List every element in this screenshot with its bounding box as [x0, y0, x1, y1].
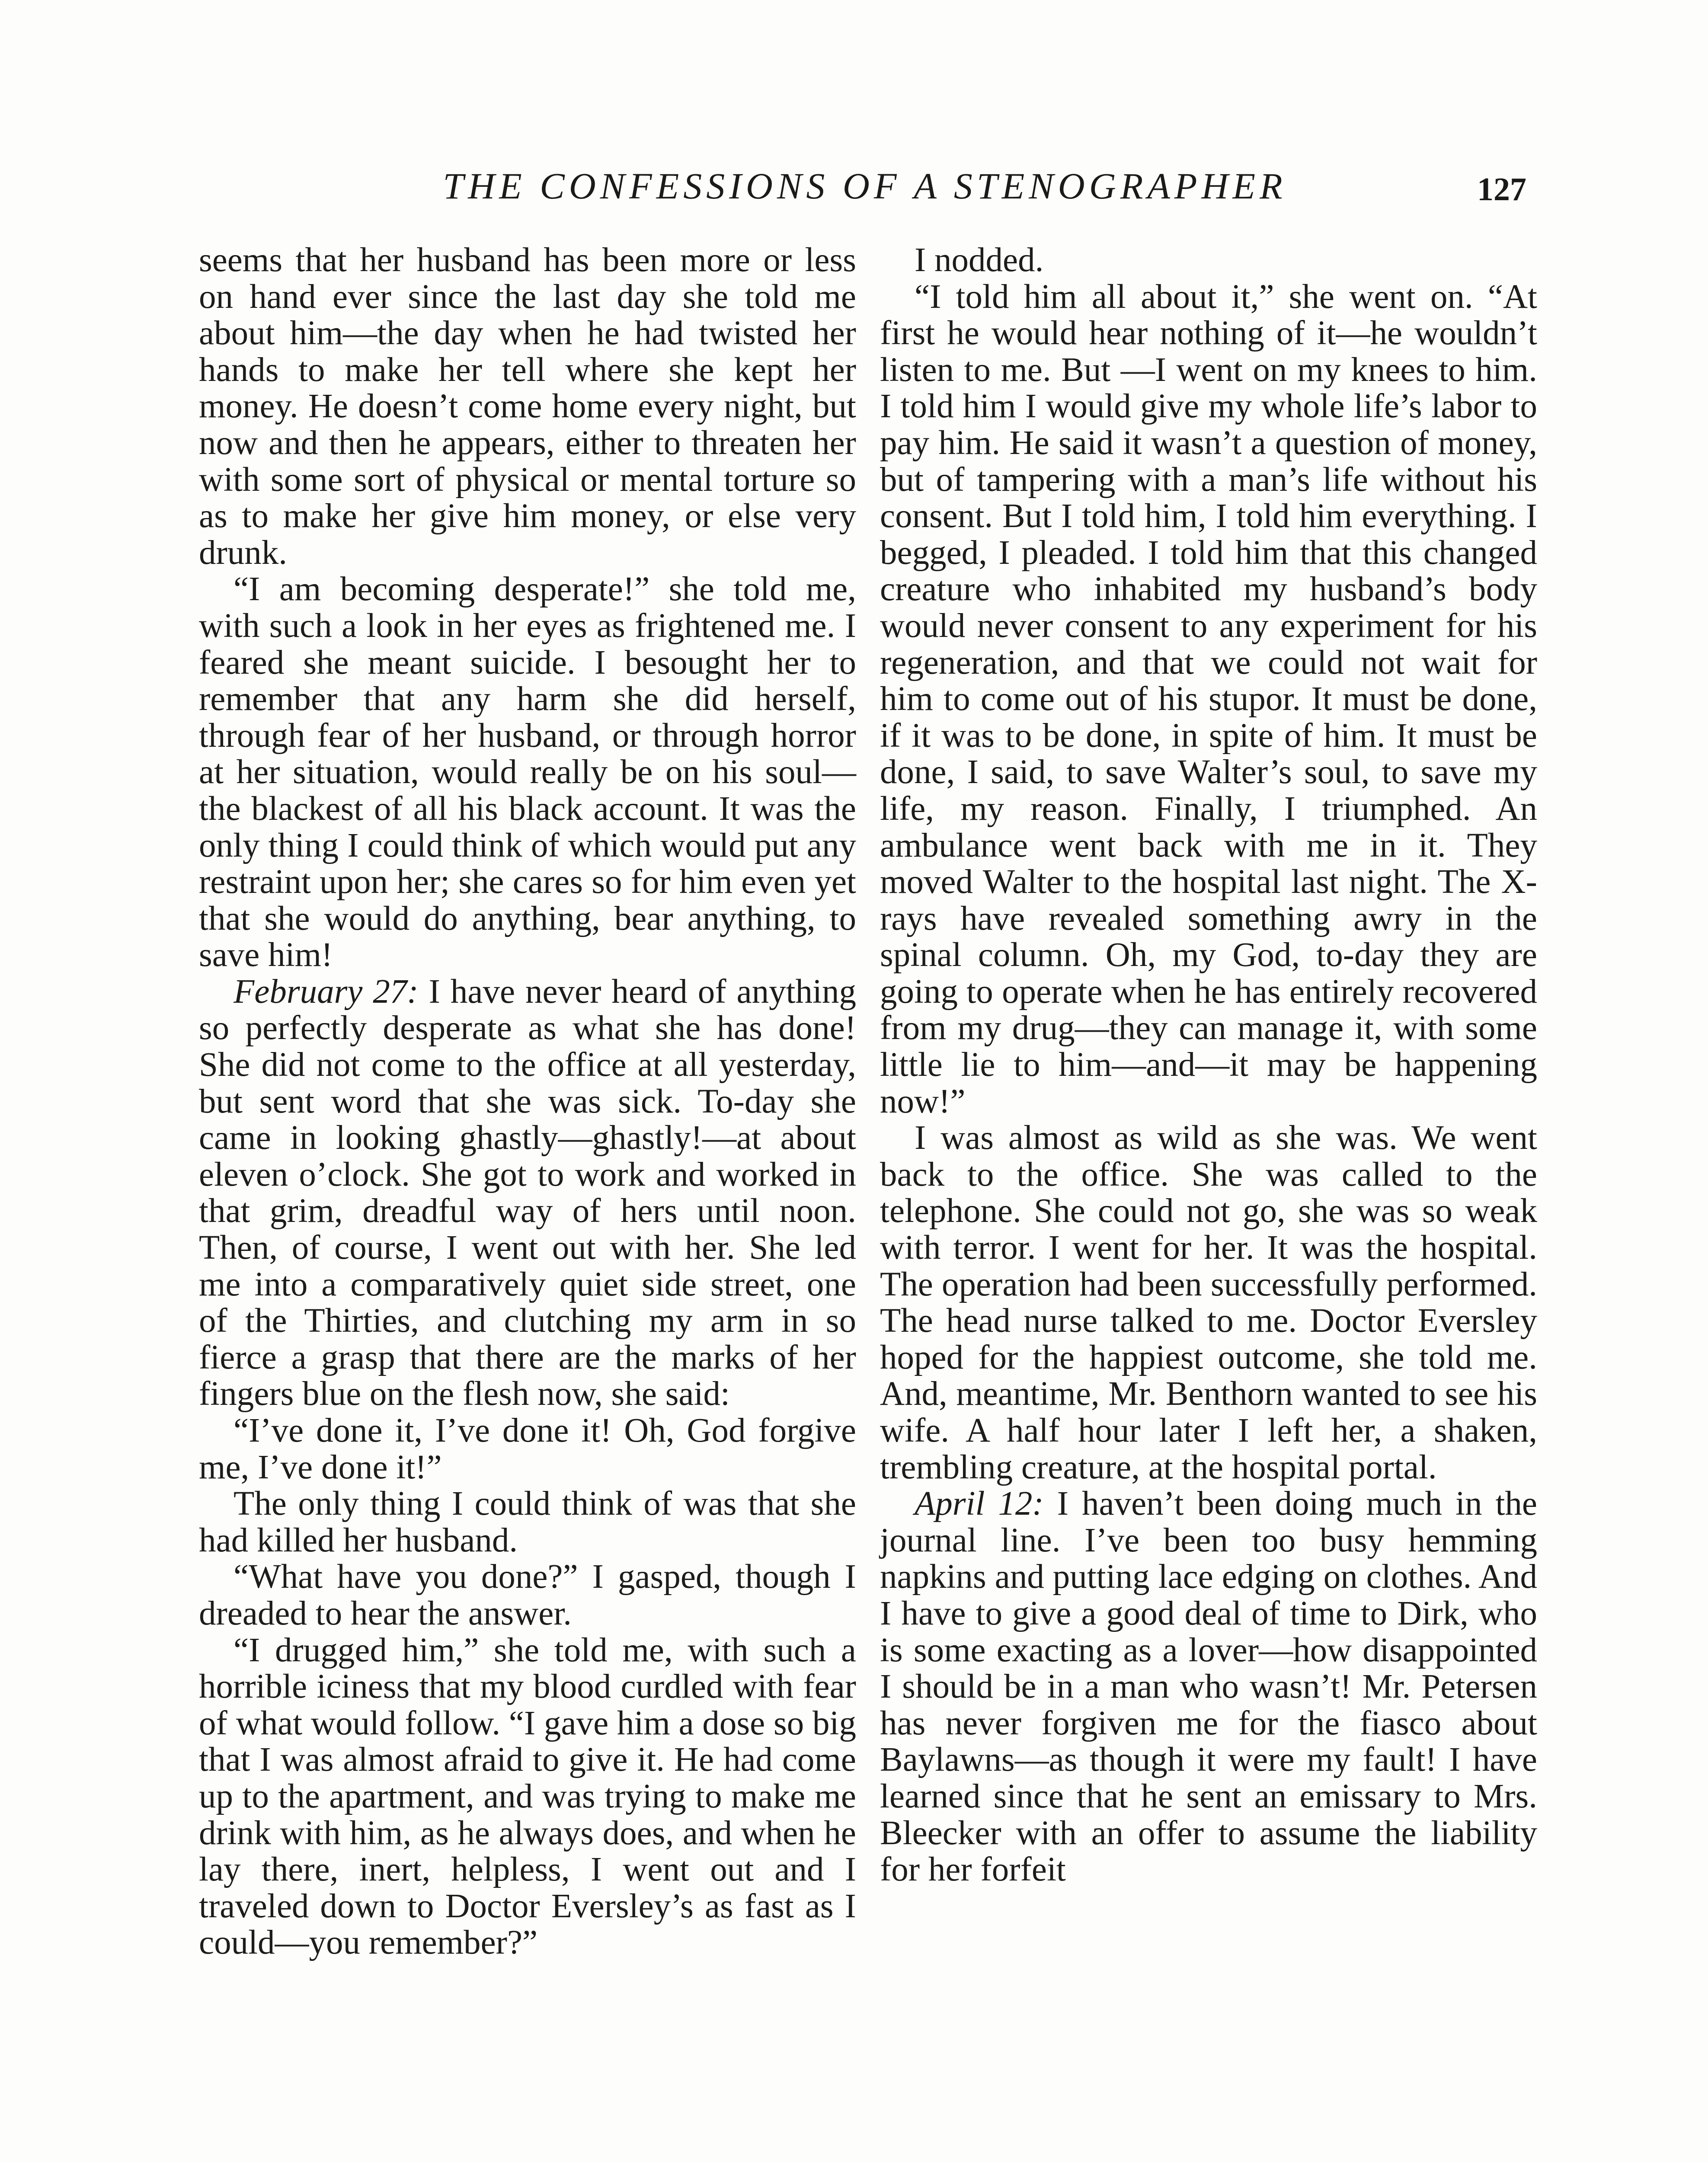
page-number: 127: [1477, 171, 1526, 208]
right-column: [880, 242, 1537, 1888]
paragraph: The only thing I could think of was that she had killed her husband.: [199, 1485, 856, 1559]
entry-date: April 12:: [915, 1485, 1044, 1523]
left-column: [199, 242, 856, 1961]
entry-text: I have never heard of anything so perfectly desperate as what she has done! She did not come to the office at all yesterday, but sent word that she was sick. To-day she came in looking ghastly—ghastly!—at about eleven o’clock. She got to work and worked in that grim, dreadful way of hers until noon. Then, of course, I went out with her. She led me into a comparatively quiet side street, one of the Thirties, and clutching my arm in so fierce a grasp that there are the marks of her fingers blue on the flesh now, she said:: [199, 972, 857, 1413]
paragraph: “I drugged him,” she told me, with such a horrible iciness that my blood curdled with fear of what would follow. “I gave him a dose so big that I was almost afraid to give it. He had come up to the apartment, and was trying to make me drink with him, as he always does, and when he lay there, inert, helpless, I went out and I traveled down to Doctor Eversley’s as fast as I could—you remember?”: [199, 1631, 856, 1962]
entry-text: I haven’t been doing much in the journal line. I’ve been too busy hemming napkins and putting lace edging on clothes. And I have to give a good deal of time to Dirk, who is some exacting as a lover—how disappointed I should be in a man who wasn’t! Mr. Petersen has never forgiven me for the fiasco about Baylawns—as though it were my fault! I have learned since that he sent an emissary to Mrs. Bleecker with an offer to assume the liability for her forfeit: [880, 1485, 1537, 1889]
running-head-title: THE CONFESSIONS OF A STENOGRAPHER: [443, 165, 1287, 207]
paragraph: “I am becoming desperate!” she told me, with such a look in her eyes as frightened me. I feared she meant suicide. I besought her to remember that any harm she did herself, through fear of her husband, or through horror at her situation, would really be on his soul—the blackest of all his black account. It was the only thing I could think of which would put any restraint upon her; she cares so for him even yet that she would do anything, bear anything, to save him!: [199, 570, 856, 974]
paragraph: “I told him all about it,” she went on. “At first he would hear nothing of it—he wouldn’t listen to me. But —I went on my knees to him. I told him I would give my whole life’s labor to pay him. He said it wasn’t a question of money, but of tampering with a man’s life without his consent. But I told him, I told him everything. I begged, I pleaded. I told him that this changed creature who inhabited my husband’s body would never consent to any experiment for his regeneration, and that we could not wait for him to come out of his stupor. It must be done, if it was to be done, in spite of him. It must be done, I said, to save Walter’s soul, to save my life, my reason. Finally, I triumphed. An ambulance went back with me in it. They moved Walter to the hospital last night. The X-rays have revealed something awry in the spinal column. Oh, my God, to-day they are going to operate when he has entirely recovered from my drug—they can manage it, with some little lie to him—and—it may be happening now!”: [880, 278, 1537, 1120]
paragraph: I nodded.: [915, 241, 1044, 279]
diary-entry-paragraph: [199, 974, 856, 1413]
paragraph: seems that her husband has been more or less on hand ever since the last day she told me about him—the day when he had twisted her hands to make her tell where she kept her money. He doesn’t come home every night, but now and then he appears, either to threaten her with some sort of physical or mental torture so as to make her give him money, or else very drunk.: [199, 241, 856, 572]
entry-date: February 27:: [233, 972, 419, 1011]
paragraph: “I’ve done it, I’ve done it! Oh, God forgive me, I’ve done it!”: [199, 1412, 856, 1486]
diary-entry-paragraph: [880, 1486, 1537, 1888]
paragraph: I was almost as wild as she was. We went back to the office. She was called to the telephone. She could not go, she was so weak with terror. I went for her. It was the hospital. The operation had been successfully performed. The head nurse talked to me. Doctor Eversley hoped for the happiest outcome, she told me. And, meantime, Mr. Benthorn wanted to see his wife. A half hour later I left her, a shaken, trembling creature, at the hospital portal.: [880, 1119, 1537, 1486]
paragraph: “What have you done?” I gasped, though I dreaded to hear the answer.: [199, 1558, 856, 1632]
